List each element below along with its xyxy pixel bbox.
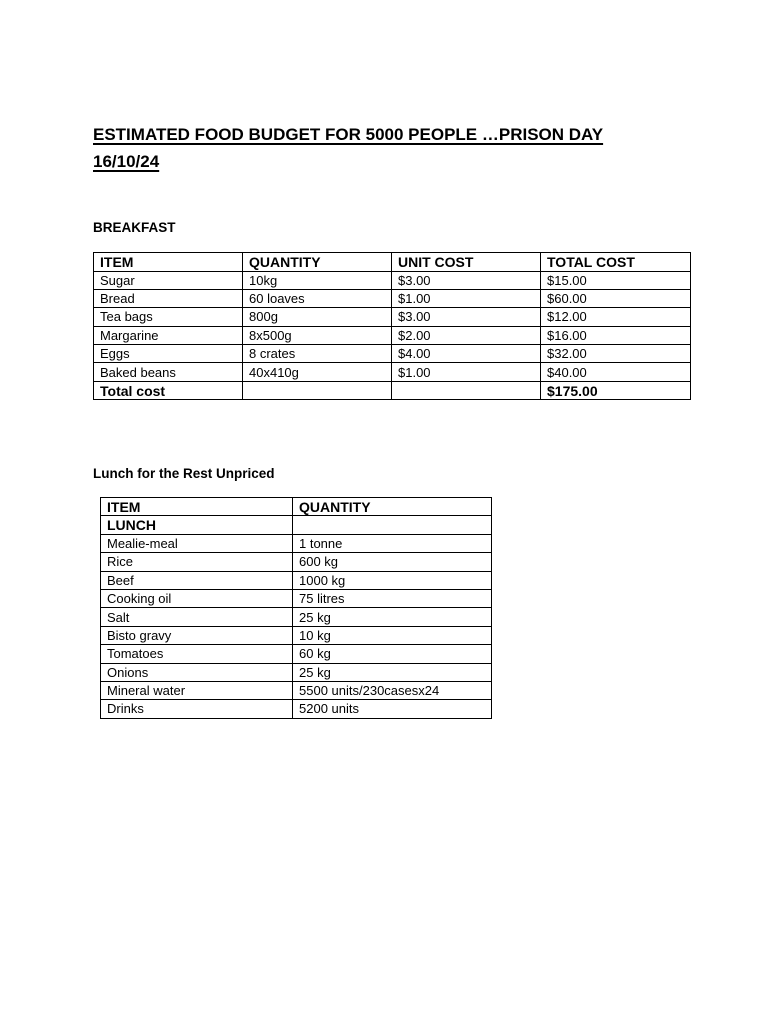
table-row xyxy=(94,363,691,381)
total-cost-cell: $40.00 xyxy=(541,363,691,381)
quantity-cell: 5200 units xyxy=(293,700,492,718)
item-cell: Salt xyxy=(101,608,293,626)
lunch-table xyxy=(100,497,492,719)
total-row xyxy=(94,381,691,400)
quantity-cell: 5500 units/230casesx24 xyxy=(293,681,492,699)
unit-cost-cell: $3.00 xyxy=(392,271,541,289)
quantity-cell: 25 kg xyxy=(293,608,492,626)
breakfast-heading: BREAKFAST xyxy=(93,220,176,235)
breakfast-header-row xyxy=(94,253,691,272)
item-cell: Margarine xyxy=(94,326,243,344)
quantity-cell: 40x410g xyxy=(243,363,392,381)
quantity-cell: 600 kg xyxy=(293,553,492,571)
table-row xyxy=(94,308,691,326)
lunch-subheading-row xyxy=(101,516,492,534)
item-cell: Mealie-meal xyxy=(101,534,293,552)
empty-cell xyxy=(392,381,541,400)
item-cell: Drinks xyxy=(101,700,293,718)
quantity-cell: 8 crates xyxy=(243,345,392,363)
item-cell: Tomatoes xyxy=(101,645,293,663)
lunch-subheading: LUNCH xyxy=(101,516,293,534)
quantity-cell: 1000 kg xyxy=(293,571,492,589)
table-row xyxy=(94,326,691,344)
quantity-cell: 60 kg xyxy=(293,645,492,663)
lunch-header-row xyxy=(101,498,492,516)
total-label: Total cost xyxy=(94,381,243,400)
table-row xyxy=(101,534,492,552)
quantity-cell: 75 litres xyxy=(293,589,492,607)
table-row xyxy=(101,663,492,681)
header-unit-cost: UNIT COST xyxy=(392,253,541,272)
table-row xyxy=(94,345,691,363)
item-cell: Bread xyxy=(94,289,243,307)
table-row xyxy=(101,700,492,718)
header-item: ITEM xyxy=(101,498,293,516)
table-row xyxy=(94,271,691,289)
document-title: ESTIMATED FOOD BUDGET FOR 5000 PEOPLE …PRISON DAY 16/10/24 xyxy=(93,125,604,171)
unit-cost-cell: $2.00 xyxy=(392,326,541,344)
quantity-cell: 8x500g xyxy=(243,326,392,344)
header-quantity: QUANTITY xyxy=(293,498,492,516)
header-total-cost: TOTAL COST xyxy=(541,253,691,272)
quantity-cell: 1 tonne xyxy=(293,534,492,552)
empty-cell xyxy=(243,381,392,400)
table-row xyxy=(101,553,492,571)
table-row xyxy=(101,681,492,699)
quantity-cell: 25 kg xyxy=(293,663,492,681)
total-cost-cell: $16.00 xyxy=(541,326,691,344)
item-cell: Eggs xyxy=(94,345,243,363)
table-row xyxy=(94,289,691,307)
item-cell: Bisto gravy xyxy=(101,626,293,644)
quantity-cell: 10kg xyxy=(243,271,392,289)
total-cost-cell: $60.00 xyxy=(541,289,691,307)
quantity-cell: 10 kg xyxy=(293,626,492,644)
breakfast-table xyxy=(93,252,691,400)
total-cost-cell: $32.00 xyxy=(541,345,691,363)
unit-cost-cell: $4.00 xyxy=(392,345,541,363)
item-cell: Baked beans xyxy=(94,363,243,381)
table-row xyxy=(101,645,492,663)
total-cost-cell: $15.00 xyxy=(541,271,691,289)
unit-cost-cell: $3.00 xyxy=(392,308,541,326)
item-cell: Tea bags xyxy=(94,308,243,326)
header-item: ITEM xyxy=(94,253,243,272)
table-row xyxy=(101,626,492,644)
item-cell: Sugar xyxy=(94,271,243,289)
quantity-cell: 800g xyxy=(243,308,392,326)
item-cell: Beef xyxy=(101,571,293,589)
empty-cell xyxy=(293,516,492,534)
table-row xyxy=(101,571,492,589)
unit-cost-cell: $1.00 xyxy=(392,363,541,381)
total-cost-cell: $12.00 xyxy=(541,308,691,326)
total-value: $175.00 xyxy=(541,381,691,400)
item-cell: Onions xyxy=(101,663,293,681)
item-cell: Cooking oil xyxy=(101,589,293,607)
table-row xyxy=(101,589,492,607)
lunch-heading: Lunch for the Rest Unpriced xyxy=(93,466,275,481)
item-cell: Mineral water xyxy=(101,681,293,699)
header-quantity: QUANTITY xyxy=(243,253,392,272)
item-cell: Rice xyxy=(101,553,293,571)
unit-cost-cell: $1.00 xyxy=(392,289,541,307)
quantity-cell: 60 loaves xyxy=(243,289,392,307)
table-row xyxy=(101,608,492,626)
